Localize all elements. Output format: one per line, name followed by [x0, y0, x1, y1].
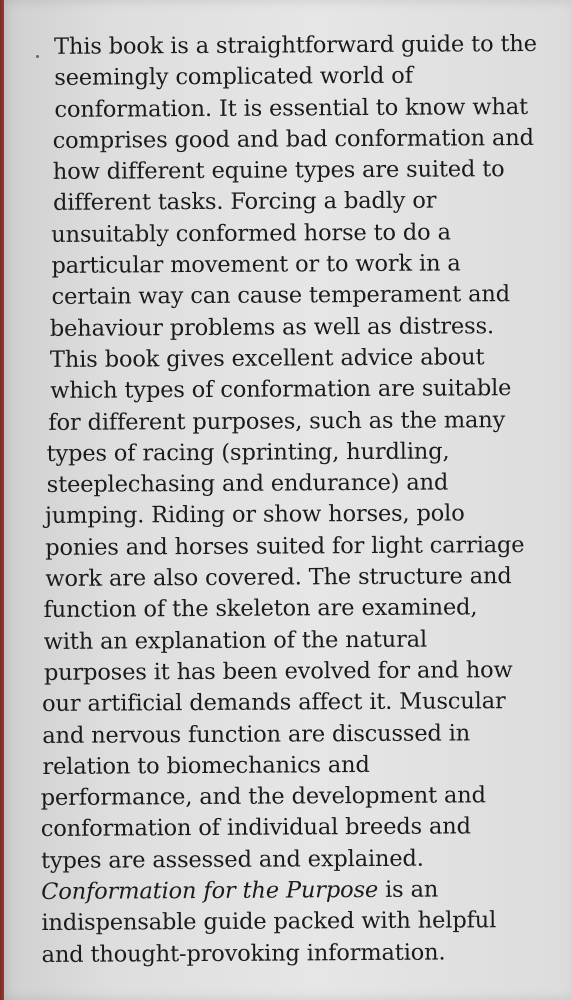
blurb-line-text: different tasks. Forcing a badly or [52, 188, 437, 217]
blurb-line-text: relation to biomechanics and [42, 751, 370, 780]
blurb-line-text: with an explanation of the natural [43, 626, 428, 655]
blurb-line-text: ponies and horses suited for light carriage [45, 531, 525, 561]
blurb-line-text: work are also covered. The structure and [45, 563, 512, 592]
blurb-line [37, 248, 569, 283]
blurb-line-text: and nervous function are discussed in [42, 719, 471, 749]
blurb-line-text: indispensable guide packed with helpful [41, 907, 497, 937]
blurb-line-text: how different equine types are suited to [52, 156, 505, 186]
blurb-line-text: function of the skeleton are examined, [43, 594, 478, 624]
blurb-line-text: is an [378, 876, 439, 903]
blurb-text [36, 29, 571, 971]
blurb-line [39, 592, 571, 627]
blurb-line [38, 310, 570, 345]
book-title: Conformation for the Purpose [41, 876, 379, 905]
blurb-line [38, 373, 570, 408]
blurb-line-text: performance, and the development and [40, 782, 486, 812]
blurb-line-text: conformation. It is essential to know what [54, 93, 529, 123]
blurb-line-text: purposes it has been evolved for and how [43, 657, 513, 686]
blurb-line [37, 185, 569, 220]
blurb-line [38, 279, 570, 314]
blurb-line [40, 749, 571, 784]
blurb-line [40, 655, 571, 690]
blurb-line [37, 154, 569, 189]
blurb-line [41, 842, 571, 877]
blurb-line [40, 623, 571, 658]
blurb-line-text: which types of conformation are suitable [50, 375, 512, 405]
blurb-line-text: types are assessed and explained. [40, 845, 424, 874]
blurb-line-text: our artificial demands affect it. Muscular [42, 688, 506, 718]
blurb-line-text: steeplechasing and endurance) and [46, 469, 449, 499]
blurb-line [38, 342, 570, 377]
blurb-line [37, 217, 569, 252]
blurb-line [36, 91, 568, 126]
blurb-line-text: for different purposes, such as the many [48, 406, 506, 436]
blurb-line-text: seemingly complicated world of [54, 62, 413, 92]
blurb-line-text: unsuitably conformed horse to do a [51, 219, 451, 248]
blurb-line-text: behaviour problems as well as distress. [49, 312, 495, 342]
blurb-line [41, 780, 571, 815]
blurb-line [41, 874, 571, 909]
blurb-line-text: and thought-provoking information. [41, 939, 446, 968]
blurb-line-text: conformation of individual breeds and [40, 813, 471, 843]
blurb-line [40, 717, 571, 752]
blurb-line-text: This book is a straightforward guide to the [54, 30, 537, 60]
blurb-line [38, 436, 570, 471]
blurb-line-text: certain way can cause temperament and [51, 281, 511, 311]
cover-edge [0, 0, 4, 1000]
blurb-line [42, 936, 571, 971]
blurb-line-text: particular movement or to work in a [51, 250, 461, 279]
blurb-line [37, 123, 569, 158]
blurb-line-text: types of racing (sprinting, hurdling, [46, 438, 450, 467]
blurb-line [38, 404, 570, 439]
blurb-line [40, 686, 571, 721]
blurb-line [36, 60, 568, 95]
blurb-line [39, 529, 571, 564]
blurb-line [36, 29, 568, 64]
blurb-line [39, 561, 571, 596]
blurb-line-text: comprises good and bad conformation and [52, 124, 534, 154]
blurb-line-text: jumping. Riding or show horses, polo [44, 500, 465, 530]
blurb-line [39, 467, 571, 502]
blurb-line [41, 905, 571, 940]
blurb-line-text: This book gives excellent advice about [49, 344, 485, 373]
blurb-line [41, 811, 571, 846]
blurb-line [39, 498, 571, 533]
